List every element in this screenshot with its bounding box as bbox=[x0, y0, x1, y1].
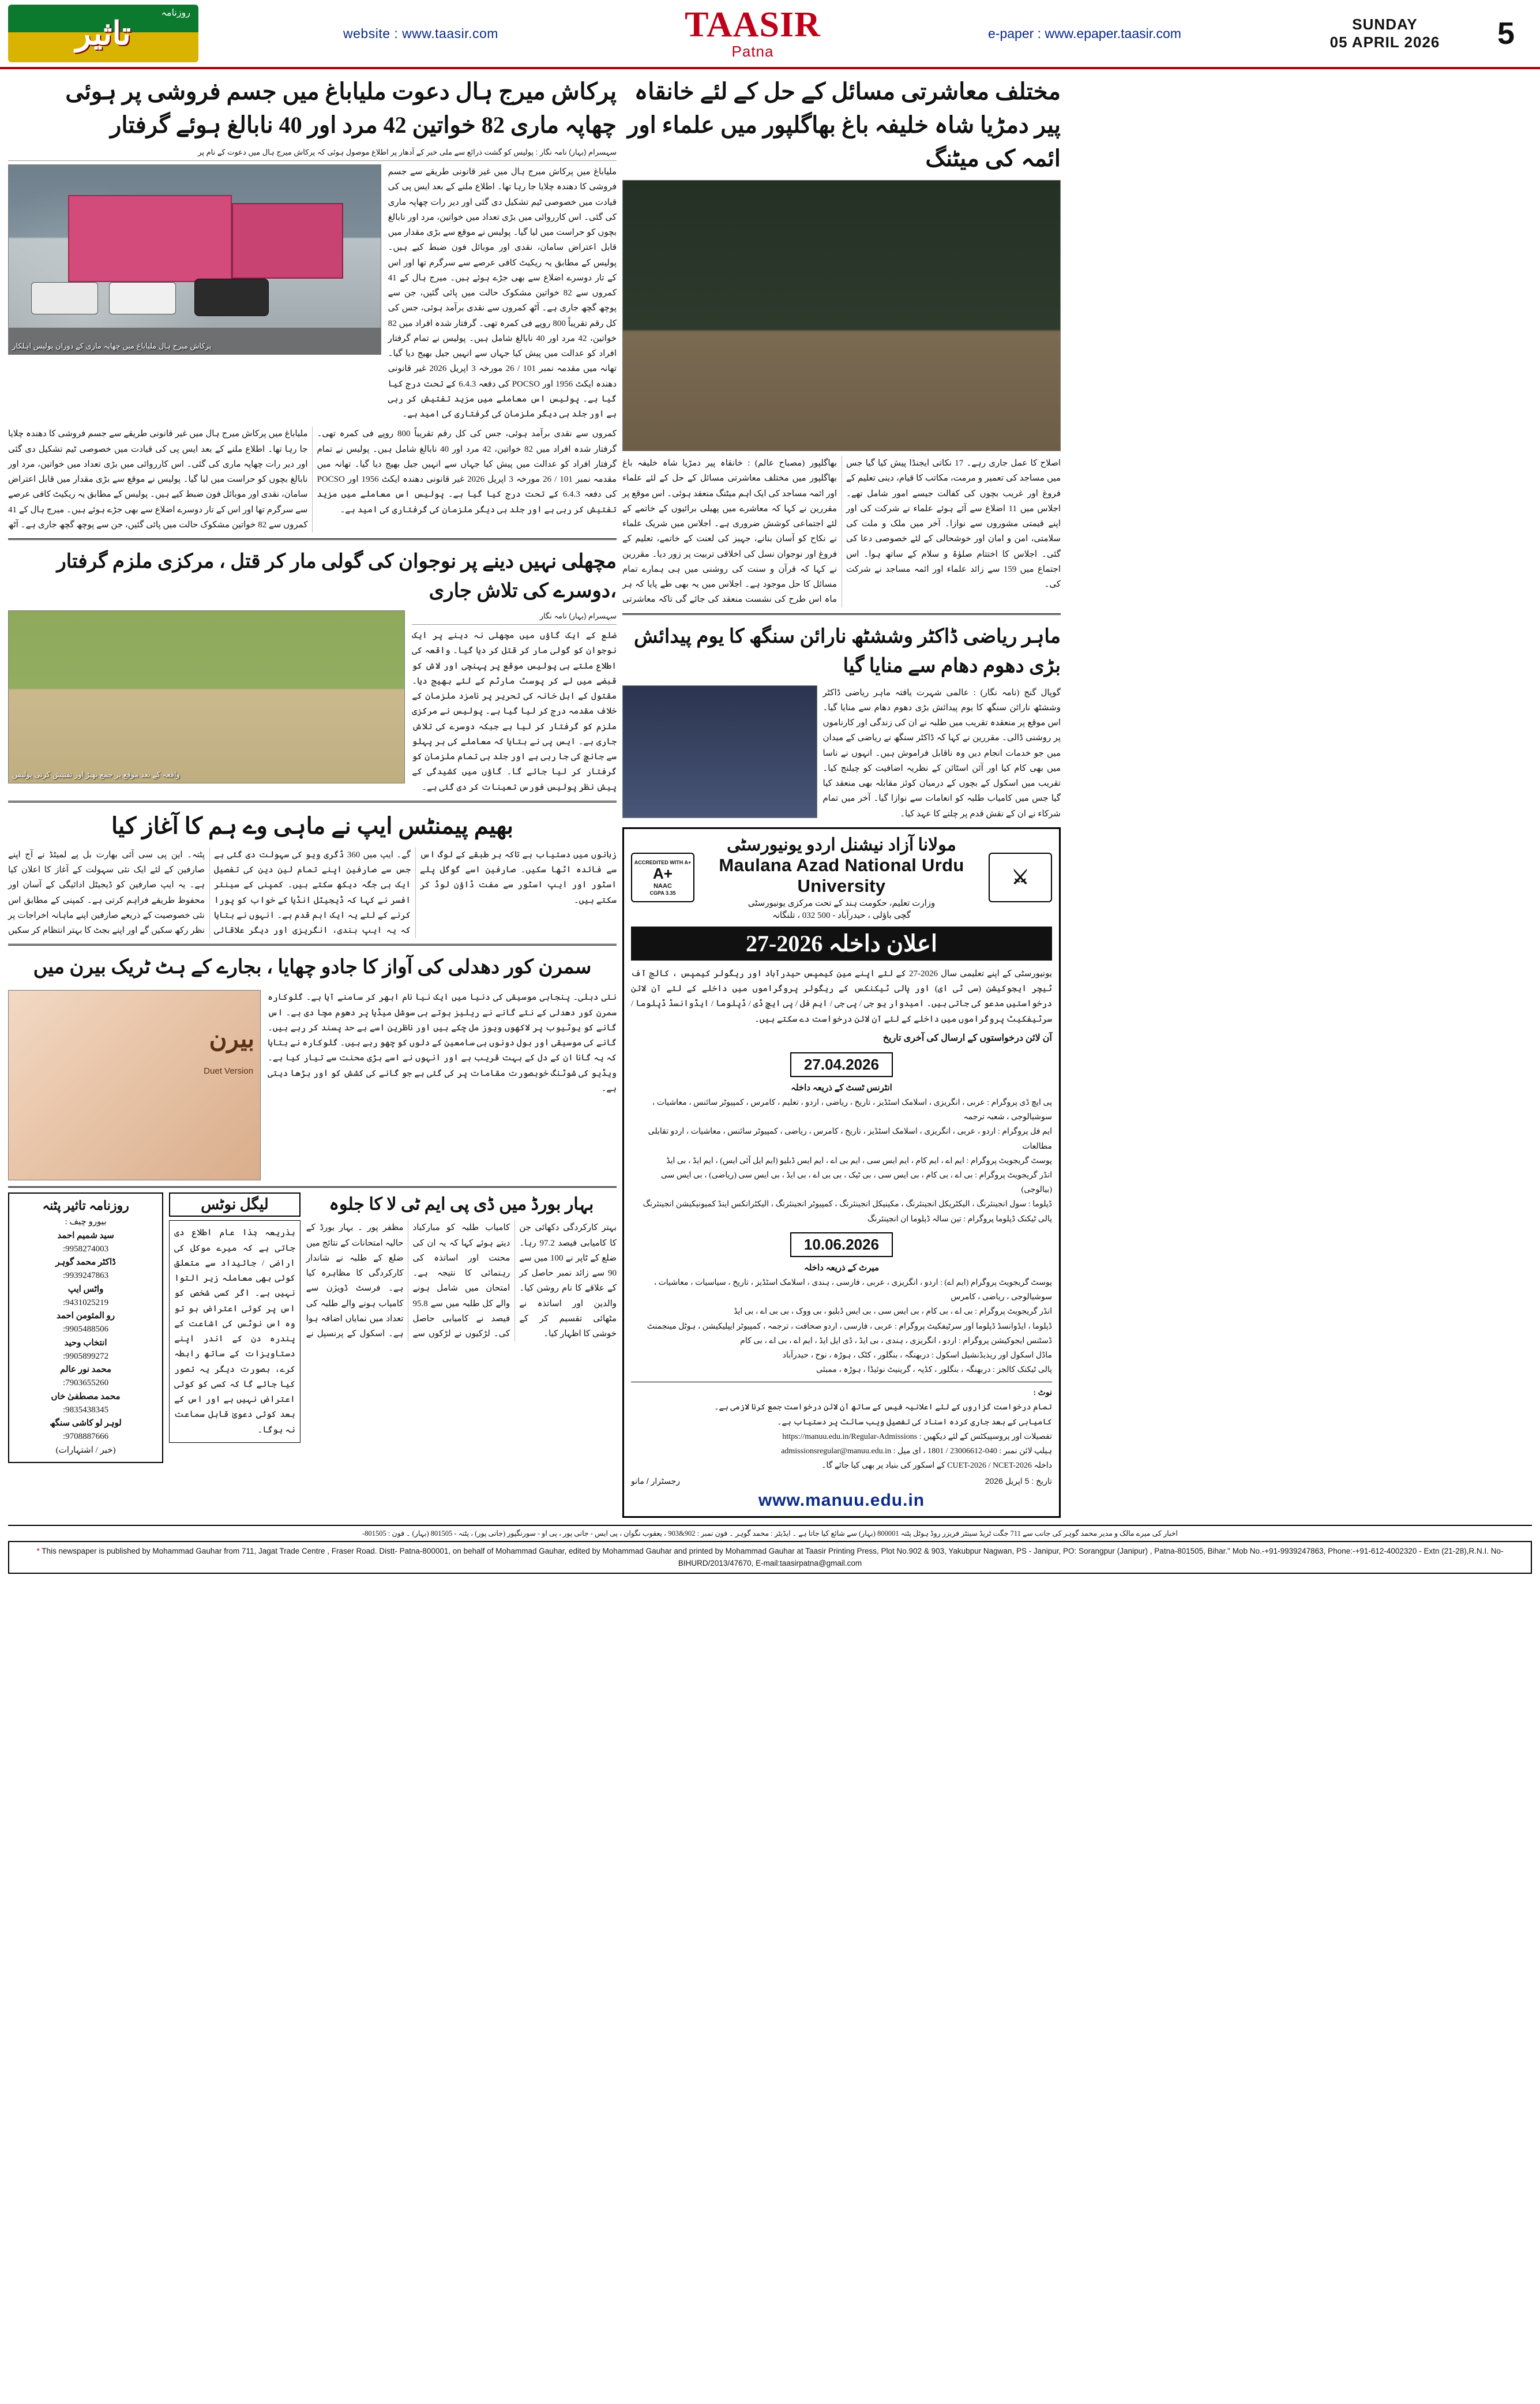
naac-cgpa: CGPA 3.35 bbox=[649, 890, 676, 896]
ad-note-item: کامیابی کے بعد جاری کردہ اسناد کی تفصیل ویب سائٹ پر دستیاب ہے۔ bbox=[777, 1417, 1052, 1427]
ad-program-item: ماڈل اسکول اور ریذیڈنشیل اسکول : دربھنگہ ، بنگلور ، کٹک ، ہوڑہ ، نوح ، حیدرآباد bbox=[782, 1351, 1052, 1360]
contact-name: سید شمیم احمد bbox=[57, 1231, 114, 1240]
ad-date2-row bbox=[631, 1232, 1052, 1257]
story-fish-photo bbox=[8, 610, 405, 783]
logo-urdu-small: روزنامہ bbox=[161, 8, 190, 18]
story-fish-photo-caption: واقعہ کے بعد موقع پر جمع بھیڑ اور تفتیش کرتی پولیس bbox=[12, 770, 180, 779]
story-bhim-headline: بھیم پیمنٹس ایپ نے ماہی وے ہم کا آغاز کیا bbox=[111, 812, 514, 839]
contact-phone[interactable]: 9708887666: bbox=[62, 1432, 109, 1442]
footer-star: * bbox=[36, 1547, 40, 1556]
page-number: 5 bbox=[1497, 16, 1515, 51]
story-music bbox=[8, 944, 617, 1180]
ad-date1-row bbox=[631, 1052, 1052, 1077]
naac-seal-icon bbox=[631, 853, 694, 902]
contact-person bbox=[14, 1310, 157, 1337]
ad-program-item: پالی ٹیکنک ڈپلوما پروگرام : تین سالہ ڈپلوما ان انجینئرنگ bbox=[867, 1214, 1052, 1224]
lead-right-body: بھاگلپور (مصباح عالم) : خانقاہ پیر دمڑیا شاہ خلیفہ باغ بھاگلپور میں مختلف معاشرتی مسائل کے حل کے لئے علماء اور ائمہ مساجد کی ایک اہم میٹنگ منعقد ہوئی۔ اس موقع پر مقررین نے کہا کہ معاشرے میں پھیلی برائیوں کے خاتمے کے لئے اجتماعی کوشش ضروری ہے۔ اجلاس میں شریک علماء نے نکاح کو آسان بنانے، جہیز کی لعنت کے خاتمے، تعلیم کے فروغ اور نوجوان نسل کی اخلاقی تربیت پر زور دیا۔ مقررین نے کہا کہ قرآن و سنت کی روشنی میں ہی ہمارے تمام مسائل کا حل موجود ہے۔ اجلاس میں یہ بھی طے پایا کہ ہر ماہ اس طرح کی نشست منعقد کی جائے گی تاکہ معاشرتی اصلاح کا عمل جاری رہے۔ 17 نکاتی ایجنڈا پیش کیا گیا جس میں مساجد کی تعمیر و مرمت، مکاتب کا قیام، دینی تعلیم کے فروغ اور غریب بچوں کی کفالت جیسے امور شامل تھے۔ اجلاس میں 11 اضلاع سے آئے ہوئے علماء نے شرکت کی اور اپنے قیمتی مشوروں سے نوازا۔ آخر میں ملک و ملت کی سلامتی، امن و امان اور خوشحالی کے لئے خصوصی دعا کی گئی۔ اجلاس کا اختتام صلوٰۃ و سلام کے ساتھ ہوا۔ اس اجتماع میں 159 سے زائد علماء اور ائمہ مساجد نے شرکت کی۔ bbox=[622, 459, 1061, 605]
ad-banner: اعلان داخلہ 2026-27 bbox=[631, 927, 1052, 961]
story-board-headline: بہار بورڈ میں ڈی پی ایم ٹی لا کا جلوہ bbox=[329, 1195, 594, 1214]
ad-note-item: داخلہ CUET-2026 / NCET-2026 کے اسکور کی بنیاد پر بھی کیا جائے گا۔ bbox=[821, 1461, 1052, 1471]
story-awards-headline: ماہر ریاضی ڈاکٹر وششٹھ نارائن سنگھ کا یوم پیدائش بڑی دھوم دھام سے منایا گیا bbox=[634, 625, 1061, 677]
ad-note-item: تمام درخواست گزاروں کے لئے اعلانیہ فیس کے ساتھ آن لائن درخواست جمع کرنا لازمی ہے۔ bbox=[714, 1403, 1052, 1412]
ad-date2-caption: میرٹ کے ذریعہ داخلہ bbox=[803, 1263, 880, 1273]
story-fish-body: ضلع کے ایک گاؤں میں مچھلی نہ دینے پر ایک نوجوان کو گولی مار کر قتل کر دیا گیا۔ واقعہ کی اطلاع ملتے ہی پولیس موقع پر پہنچی اور لاش کو قبضے میں لے کر پوسٹ مارٹم کے لئے بھیج دیا۔ مقتول کے اہل خانہ کی تحریر پر نامزد ملزمان کے خلاف مقدمہ درج کر لیا گیا ہے۔ پولیس نے مرکزی ملزم کو گرفتار کر لیا ہے جبکہ دوسرے کی تلاش جاری ہے۔ ایس پی نے بتایا کہ معاملے کی ہر پہلو سے جانچ کی جا رہی ہے اور جلد ہی تمام ملزمان کو گرفتار کر لیا جائے گا۔ گاؤں میں کشیدگی کے پیش نظر پولیس فورس تعینات کر دی گئی ہے۔ bbox=[412, 631, 617, 792]
top-row bbox=[8, 73, 1532, 1518]
manuu-advertisement bbox=[622, 827, 1061, 1518]
footer-english-text: This newspaper is published by Mohammad Gauhar from 711, Jagat Trade Centre , Fraser Road. Distt- Patna-800001, on behalf of Mohammad Gauhar, edited by Mohammad Gauhar and printed by Mohammad Gauhar at Taasir Printing Press, Plot No.902 & 903, Yakubpur Nagwan, PS - Janipur, PO: Sorangpur (Janipur) , Patna-801505, Bihar." Mob No.-+91-9939247863, Phone:-+91-612-4002320 - Extn (21-28),R.N.I. No-BIHURD/2013/47670, E-mail:taasirpatna@gmail.com bbox=[42, 1547, 1504, 1567]
lead-left-headline: پرکاش میرج ہال دعوت ملیاباغ میں جسم فروشی پر ہوئی چھاپہ ماری 82 خواتین 42 مرد اور 40 نابالغ ہوئے گرفتار bbox=[65, 78, 617, 138]
date-label: 05 APRIL 2026 bbox=[1329, 33, 1440, 51]
paper-title-sub: Patna bbox=[731, 42, 774, 60]
ad-programs-block2 bbox=[631, 1276, 1052, 1377]
ad-notes-title: نوٹ : bbox=[1033, 1389, 1052, 1398]
paper-title bbox=[626, 0, 880, 67]
contact-person bbox=[14, 1337, 157, 1364]
story-music-photo bbox=[8, 990, 261, 1180]
ad-header bbox=[631, 835, 1052, 921]
ad-registrar: رجسٹرار / مانو bbox=[631, 1476, 681, 1486]
date-block bbox=[1290, 0, 1480, 67]
ad-program-item: پی ایچ ڈی پروگرام : عربی ، انگریزی ، اسلامک اسٹڈیز ، تاریخ ، ریاضی ، اردو ، تعلیم ، کامرس ، کمپیوٹر سائنس ، معاشیات ، سوشیالوجی ، شعبہ ترجمہ bbox=[652, 1098, 1052, 1122]
story-awards-photo bbox=[622, 685, 817, 818]
ad-date1-caption: انٹرنس ٹسٹ کے ذریعہ داخلہ bbox=[791, 1083, 892, 1093]
ad-ministry-line: وزارت تعلیم، حکومت ہند کے تحت مرکزی یونیورسٹی bbox=[748, 898, 936, 908]
contact-name: انتخاب وحید bbox=[64, 1338, 107, 1348]
contact-phone[interactable]: 9431025219: bbox=[62, 1297, 109, 1307]
contact-person bbox=[14, 1363, 157, 1390]
story-board-body: مظفر پور ۔ بہار بورڈ کے حالیہ امتحانات کے نتائج میں ضلع کے طلبہ نے شاندار کارکردگی کا مظاہرہ کیا ہے۔ فرسٹ ڈویژن سے کامیاب ہونے والے طلبہ کی تعداد میں نمایاں اضافہ ہوا ہے۔ اسکول کے پرنسپل نے کامیاب طلبہ کو مبارکباد دیتے ہوئے کہا کہ یہ ان کی محنت اور اساتذہ کی رہنمائی کا نتیجہ ہے۔ امتحان میں شامل ہونے والے کل طلبہ میں سے 95.8 فیصد نے کامیابی حاصل کی۔ لڑکیوں نے لڑکوں سے بہتر کارکردگی دکھائی جن کا کامیابی فیصد 97.2 رہا۔ ضلع کے ٹاپر نے 100 میں سے 90 سے زائد نمبر حاصل کر کے علاقے کا نام روشن کیا۔ والدین اور اساتذہ نے مٹھائی تقسیم کر کے خوشی کا اظہار کیا۔ bbox=[306, 1223, 617, 1338]
album-subtitle: Duet Version bbox=[204, 1066, 254, 1077]
ad-programs-block1 bbox=[631, 1096, 1052, 1227]
contact-title: روزنامہ تاثیر پٹنہ bbox=[42, 1198, 129, 1213]
ad-date2: 10.06.2026 bbox=[790, 1232, 893, 1257]
contact-phone[interactable]: 7903655260: bbox=[62, 1378, 109, 1388]
ad-program-item: ڈپلوما ، ایڈوانسڈ ڈپلوما اور سرٹیفکیٹ پروگرام : عربی ، فارسی ، اردو صحافت ، ترجمہ ، کمپیوٹر ایپلیکیشن ، ہوٹل مینجمنٹ bbox=[647, 1322, 1052, 1331]
ad-title-urdu: مولانا آزاد نیشنل اردو یونیورسٹی bbox=[727, 835, 956, 854]
ad-program-item: انڈر گریجویٹ پروگرام : بی اے ، بی کام ، بی ایس سی ، بی ٹیک ، بی بی اے ، بی ایڈ ، بی ایس سی (ریاضی) ، بی ایس سی (بیالوجی) bbox=[660, 1171, 1052, 1195]
ad-apply-label: آن لائن درخواستوں کے ارسال کی آخری تاریخ bbox=[882, 1033, 1052, 1043]
lead-right-headline: مختلف معاشرتی مسائل کے حل کے لئے خانقاہ پیر دمڑیا شاہ خلیفہ باغ بھاگلپور میں علماء اور ائمہ کی میٹنگ bbox=[628, 78, 1061, 171]
ad-website[interactable]: www.manuu.edu.in bbox=[758, 1491, 925, 1510]
story-music-headline: سمرن کور دھدلی کی آواز کا جادو چھایا ، بجارے کے ہٹ ٹریک بیرن میں bbox=[33, 957, 592, 978]
lead-left-photo-caption: پرکاش میرج ہال ملیاباغ میں چھاپہ ماری کے دوران پولیس اہلکار bbox=[12, 342, 212, 350]
contact-person bbox=[14, 1229, 157, 1257]
contact-phone[interactable]: 9939247863: bbox=[62, 1271, 109, 1281]
bottom-left-row bbox=[8, 1186, 617, 1463]
ad-program-item: انڈر گریجویٹ پروگرام : بی اے ، بی کام ، بی ایس سی ، بی ایس ڈبلیو ، بی ووک ، بی بی اے ، بی ایڈ bbox=[734, 1307, 1052, 1317]
contact-footer-note: (خبر / اشتہارات) bbox=[55, 1445, 116, 1455]
ad-date1: 27.04.2026 bbox=[790, 1052, 893, 1077]
lead-left-body-top: ملیاباغ میں پرکاش میرج ہال میں غیر قانونی طریقے سے جسم فروشی کا دھندہ چلایا جا رہا تھا۔ اطلاع ملنے کے بعد ایس پی کی قیادت میں خصوصی ٹیم تشکیل دی گئی اور دیر رات چھاپہ ماری کی گئی۔ اس کارروائی میں بڑی تعداد میں خواتین، مرد اور نابالغ بچوں کو حراست میں لیا گیا۔ پولیس نے موقع سے بڑی مقدار میں قابل اعتراض سامان، نقدی اور موبائل فون ضبط کیے ہیں۔ پولیس کے مطابق یہ ریکیٹ کافی عرصے سے سرگرم تھا اور اس کے تار دوسرے اضلاع سے بھی جڑے ہوئے ہیں۔ میرج ہال کے 41 کمروں سے 82 خواتین مشکوک حالت میں پائی گئیں، جن سے پوچھ گچھ جاری ہے۔ آٹھ کمروں سے نقدی برآمد ہوئی، جس کی کل رقم تقریباً 800 روپے فی کمرہ تھی۔ گرفتار شدہ افراد میں 82 خواتین، 42 مرد اور 40 نابالغ شامل ہیں۔ پولیس نے تمام گرفتار افراد کو عدالت میں پیش کیا جہاں سے انہیں جیل بھیج دیا گیا۔ تھانہ میں مقدمہ نمبر 101 / 26 مورخہ 3 اپریل 2026 غیر قانونی دھندہ ایکٹ 1956 اور POCSO کی دفعہ 6.4.3 کے تحت درج کیا گیا ہے۔ پولیس اس معاملے میں مزید تفتیش کر رہی ہے اور جلد ہی دیگر ملزمان کی گرفتاری کی امید ہے۔ bbox=[388, 167, 617, 419]
contact-box bbox=[8, 1192, 163, 1463]
story-awards-body: گوپال گنج (نامہ نگار) : عالمی شہرت یافتہ ماہر ریاضی ڈاکٹر وششٹھ نارائن سنگھ کا یوم پیدائش بڑی دھوم دھام سے منایا گیا۔ اس موقع پر منعقدہ تقریب میں طلبہ نے ان کی زندگی اور کارناموں پر روشنی ڈالی۔ مقررین نے کہا کہ ڈاکٹر سنگھ نے ریاضی کے میدان میں جو خدمات انجام دیں وہ ناقابل فراموش ہیں۔ انہوں نے ناسا میں بھی کام کیا اور آئن اسٹائن کے نظریہ اضافیت کو چیلنج کیا۔ تقریب میں اسکول کے بچوں کے درمیان کوئز مقابلہ بھی منعقد کیا گیا جس میں کامیاب طلبہ کو انعامات سے نوازا گیا۔ آخر میں تمام شرکاء نے ان کے نقش قدم پر چلنے کا عہد کیا۔ bbox=[822, 688, 1061, 819]
contact-subtitle: بیورو چیف : bbox=[65, 1217, 107, 1227]
naac-accredited-label: ACCREDITED WITH A+ bbox=[634, 859, 692, 865]
contact-phone[interactable]: 9958274003: bbox=[62, 1244, 109, 1254]
column-middle bbox=[622, 73, 1061, 1518]
logo-art bbox=[8, 5, 198, 62]
story-fish bbox=[8, 538, 617, 795]
ad-notes bbox=[631, 1382, 1052, 1473]
contact-name: واٹس ایپ bbox=[67, 1284, 104, 1294]
column-left bbox=[8, 73, 617, 1518]
legal-notice-title: لیگل نوٹس bbox=[169, 1192, 301, 1217]
lead-right-photo bbox=[622, 180, 1061, 451]
contact-phone[interactable]: 9905899272: bbox=[62, 1351, 109, 1361]
ad-signature-row bbox=[631, 1476, 1052, 1486]
lead-left-body-cols: ملیاباغ میں پرکاش میرج ہال میں غیر قانونی طریقے سے جسم فروشی کا دھندہ چلایا جا رہا تھا۔ اطلاع ملنے کے بعد ایس پی کی قیادت میں خصوصی ٹیم تشکیل دی گئی اور دیر رات چھاپہ ماری کی گئی۔ اس کارروائی میں بڑی تعداد میں خواتین، مرد اور نابالغ بچوں کو حراست میں لیا گیا۔ پولیس نے موقع سے بڑی مقدار میں قابل اعتراض سامان، نقدی اور موبائل فون ضبط کیے ہیں۔ پولیس کے مطابق یہ ریکیٹ کافی عرصے سے سرگرم تھا اور اس کے تار دوسرے اضلاع سے بھی جڑے ہوئے ہیں۔ میرج ہال کے 41 کمروں سے 82 خواتین مشکوک حالت میں پائی گئیں، جن سے پوچھ گچھ جاری ہے۔ آٹھ کمروں سے نقدی برآمد ہوئی، جس کی کل رقم تقریباً 800 روپے فی کمرہ تھی۔ گرفتار شدہ افراد میں 82 خواتین، 42 مرد اور 40 نابالغ شامل ہیں۔ پولیس نے تمام گرفتار افراد کو عدالت میں پیش کیا جہاں سے انہیں جیل بھیج دیا گیا۔ تھانہ میں مقدمہ نمبر 101 / 26 مورخہ 3 اپریل 2026 غیر قانونی دھندہ ایکٹ 1956 اور POCSO کی دفعہ 6.4.3 کے تحت درج کیا گیا ہے۔ پولیس اس معاملے میں مزید تفتیش کر رہی ہے اور جلد ہی دیگر ملزمان کی گرفتاری کی امید ہے۔ bbox=[8, 429, 617, 530]
ad-program-item: ڈسٹنس ایجوکیشن پروگرام : اردو ، انگریزی ، ہندی ، بی ایڈ ، ڈی ایل ایڈ ، ایم اے ، بی اے ، بی کام bbox=[740, 1336, 1052, 1345]
story-awards bbox=[622, 613, 1061, 822]
contact-name: محمد مصطفیٰ خاں bbox=[51, 1392, 121, 1401]
contact-list bbox=[14, 1229, 157, 1444]
ad-program-item: ایم فل پروگرام : اردو ، عربی ، انگریزی ، اسلامک اسٹڈیز ، تاریخ ، کامرس ، ریاضی ، کمپیوٹر سائنس ، معاشیات ، اردو تقابلی مطالعات bbox=[648, 1127, 1052, 1151]
ad-address: گچی باؤلی ، حیدرآباد - 500 032 ، تلنگانہ bbox=[772, 910, 911, 920]
contact-person bbox=[14, 1390, 157, 1417]
lead-left-byline: سہسرام (بہار) نامہ نگار : پولیس کو گشت ذرائع سے ملی خبر کے آدھار پر اطلاع موصول ہوئی کہ پرکاش میرج ہال میں دعوت کے نام پر bbox=[8, 147, 617, 161]
story-music-body: نئی دہلی۔ پنجابی موسیقی کی دنیا میں ایک نیا نام ابھر کر سامنے آیا ہے۔ گلوکارہ سمرن کور دھدلی کے نئے گانے نے ریلیز ہوتے ہی سوشل میڈیا پر دھوم مچا دی ہے۔ اس گانے کو یوٹیوب پر لاکھوں ویوز مل چکے ہیں اور ناظرین اسے بے حد پسند کر رہے ہیں۔ گانے کی موسیقی اور بول دونوں ہی سامعین کے دلوں کو چھو رہے ہیں۔ گلوکارہ نے بتایا کہ یہ گانا ان کے دل کے بہت قریب ہے اور انہوں نے اسے بڑی محنت سے تیار کیا ہے۔ ویڈیو کی شوٹنگ خوبصورت مقامات پر کی گئی ہے جو گانے کی کشش کو اور بڑھا دیتی ہے۔ bbox=[268, 993, 617, 1093]
ad-note-item[interactable]: تفصیلات اور پروسپیکٹس کے لئے دیکھیں : https://manuu.edu.in/Regular-Admissions bbox=[782, 1432, 1052, 1441]
contact-phone[interactable]: 9835438345: bbox=[62, 1405, 109, 1415]
ad-program-item: پالی ٹیکنک کالجز : دربھنگہ ، بنگلور ، کڈپہ ، گرینیٹ نوئیڈا ، ہوڑہ ، ممبئی bbox=[816, 1366, 1052, 1375]
story-bhim-body: پٹنہ۔ این پی سی آئی بھارت بل پے لمیٹڈ نے آج اپنے صارفین کے لئے ایک نئی سہولت کے آغاز کا اعلان کیا ہے۔ یہ ایپ صارفین کو ڈیجیٹل ادائیگی کے آسان اور محفوظ طریقے فراہم کرتی ہے۔ کمپنی کے مطابق اس نئی خصوصیت کے ذریعے صارفین اپنے ماہانہ اخراجات پر نظر رکھ سکیں گے اور اپنے بجٹ کا بہتر انتظام کر سکیں گے۔ ایپ میں 360 ڈگری ویو کی سہولت دی گئی ہے جس سے صارفین اپنے تمام لین دین کی تفصیل ایک ہی جگہ دیکھ سکتے ہیں۔ کمپنی کے سینئر افسر نے کہا کہ ڈیجیٹل انڈیا کے خواب کو پورا کرنے کے لئے یہ ایک اہم قدم ہے۔ انہوں نے بتایا کہ یہ ایپ ہندی، انگریزی اور دیگر علاقائی زبانوں میں دستیاب ہے تاکہ ہر طبقے کے لوگ اس سے فائدہ اٹھا سکیں۔ صارفین اسے گوگل پلے اسٹور اور ایپ اسٹور سے مفت ڈاؤن لوڈ کر سکتے ہیں۔ bbox=[8, 850, 617, 935]
contact-person bbox=[14, 1283, 157, 1310]
contact-name: رو المئومن احمد bbox=[56, 1311, 115, 1321]
naac-label: NAAC bbox=[653, 882, 672, 890]
ad-program-item: پوسٹ گریجویٹ پروگرام : ایم اے ، ایم کام ، ایم ایس سی ، ایم بی اے ، ایم ایس ڈبلیو (ایم ایل آئی ایس) ، ایم ایڈ ، بی ایڈ bbox=[666, 1156, 1052, 1165]
epaper-label[interactable]: e-paper : www.epaper.taasir.com bbox=[988, 25, 1181, 41]
ad-title-wrap bbox=[694, 835, 989, 921]
lead-left-photo bbox=[8, 164, 381, 355]
album-title: بیرن bbox=[209, 1025, 255, 1053]
ad-date-footer: تاریخ : 5 اپریل 2026 bbox=[985, 1476, 1052, 1486]
contact-name: لوہر لو کاشی سنگھ bbox=[50, 1419, 122, 1428]
story-bhim bbox=[8, 801, 617, 939]
day-label: SUNDAY bbox=[1352, 16, 1418, 33]
naac-grade: A+ bbox=[653, 864, 673, 882]
content-area bbox=[0, 69, 1540, 1518]
university-emblem-icon: ⚔ bbox=[989, 853, 1052, 902]
paper-title-main: TAASIR bbox=[685, 5, 821, 44]
logo-urdu-main: تاثیر bbox=[75, 15, 132, 51]
masthead bbox=[0, 0, 1540, 69]
contact-person bbox=[14, 1417, 157, 1444]
ad-program-item: ڈپلوما : سول انجینئرنگ ، الیکٹریکل انجینئرنگ ، مکینیکل انجینئرنگ ، کمپیوٹر انجینئرنگ ، الیکٹرانکس اینڈ کمیونیکیشن انجینئرنگ bbox=[643, 1200, 1052, 1209]
contact-name: محمد نور عالم bbox=[60, 1365, 112, 1374]
story-fish-headline: مچھلی نہیں دینے پر نوجوان کی گولی مار کر قتل ، مرکزی ملزم گرفتار ،دوسرے کی تلاش جاری bbox=[57, 551, 617, 602]
footer-urdu: اخبار کی میرے مالک و مدیر محمد گوہر کی جانب سے 711 جگت ٹریڈ سینٹر فریزر روڈ ہوٹل پٹنہ 800001 (بہار) سے شائع کیا جاتا ہے ۔ ایڈیٹر : محمد گوہر ۔ فون نمبر : 902&903 ، یعقوب نگوان ، پی ایس - جانی پور ، پی او - سورنگپور (جانی پور) ، پٹنہ - 801505 (بہار) ۔ فون : 801505- bbox=[8, 1525, 1532, 1542]
ad-title-english: Maulana Azad National Urdu University bbox=[719, 854, 964, 896]
story-fish-byline: سہسرام (بہار) نامہ نگار bbox=[412, 610, 617, 625]
ad-note-item[interactable]: ہیلپ لائن نمبر : 040-23006612 / 1801 ، ای میل : admissionsregular@manuu.edu.in bbox=[781, 1447, 1052, 1456]
website-label[interactable]: website : www.taasir.com bbox=[343, 25, 498, 41]
contact-person bbox=[14, 1256, 157, 1283]
footer-english bbox=[8, 1542, 1532, 1574]
logo[interactable] bbox=[8, 0, 216, 67]
contact-name: ڈاکٹر محمد گوہر bbox=[55, 1258, 116, 1267]
ad-intro: یونیورسٹی کے اپنے تعلیمی سال 2026-27 کے لئے اپنے مین کیمپس حیدرآباد اور ریگولر کیمپس ، کالج آف ٹیچر ایجوکیشن (سی ٹی ای) اور پالی ٹیکنکس کے ریگولر پروگراموں میں داخلے کے لئے آن لائن درخواستیں مدعو کی جاتی ہیں۔ امیدوار یو جی / پی جی / ایم فل / پی ایچ ڈی / ڈپلوما / ایڈوانسڈ ڈپلوما / سرٹیفکیٹ پروگراموں میں داخلے کے لئے آن لائن درخواست دے سکتے ہیں۔ bbox=[631, 969, 1053, 1024]
ad-program-item: پوسٹ گریجویٹ پروگرام (ایم اے) : اردو ، انگریزی ، عربی ، فارسی ، ہندی ، اسلامک اسٹڈیز ، تاریخ ، سیاسیات ، معاشیات ، سوشیالوجی ، ریاضی ، کامرس bbox=[653, 1278, 1052, 1302]
contact-phone[interactable]: 9905488506: bbox=[62, 1325, 109, 1334]
legal-notice-body: بذریعہ ہٰذا عام اطلاع دی جاتی ہے کہ میرے موکل کی اراضی / جائیداد سے متعلق کوئی بھی معاملہ زیر التوا نہیں ہے۔ اگر کسی شخص کو اس پر کوئی اعتراض ہو تو وہ اس نوٹس کی اشاعت کے پندرہ دن کے اندر اپنے دستاویزات کے ساتھ رابطہ کرے، بصورت دیگر یہ تصور کیا جائے گا کہ کسی کو کوئی اعتراض نہیں ہے اور اس کے بعد کوئی دعویٰ قابل سماعت نہ ہوگا۔ bbox=[169, 1220, 301, 1443]
